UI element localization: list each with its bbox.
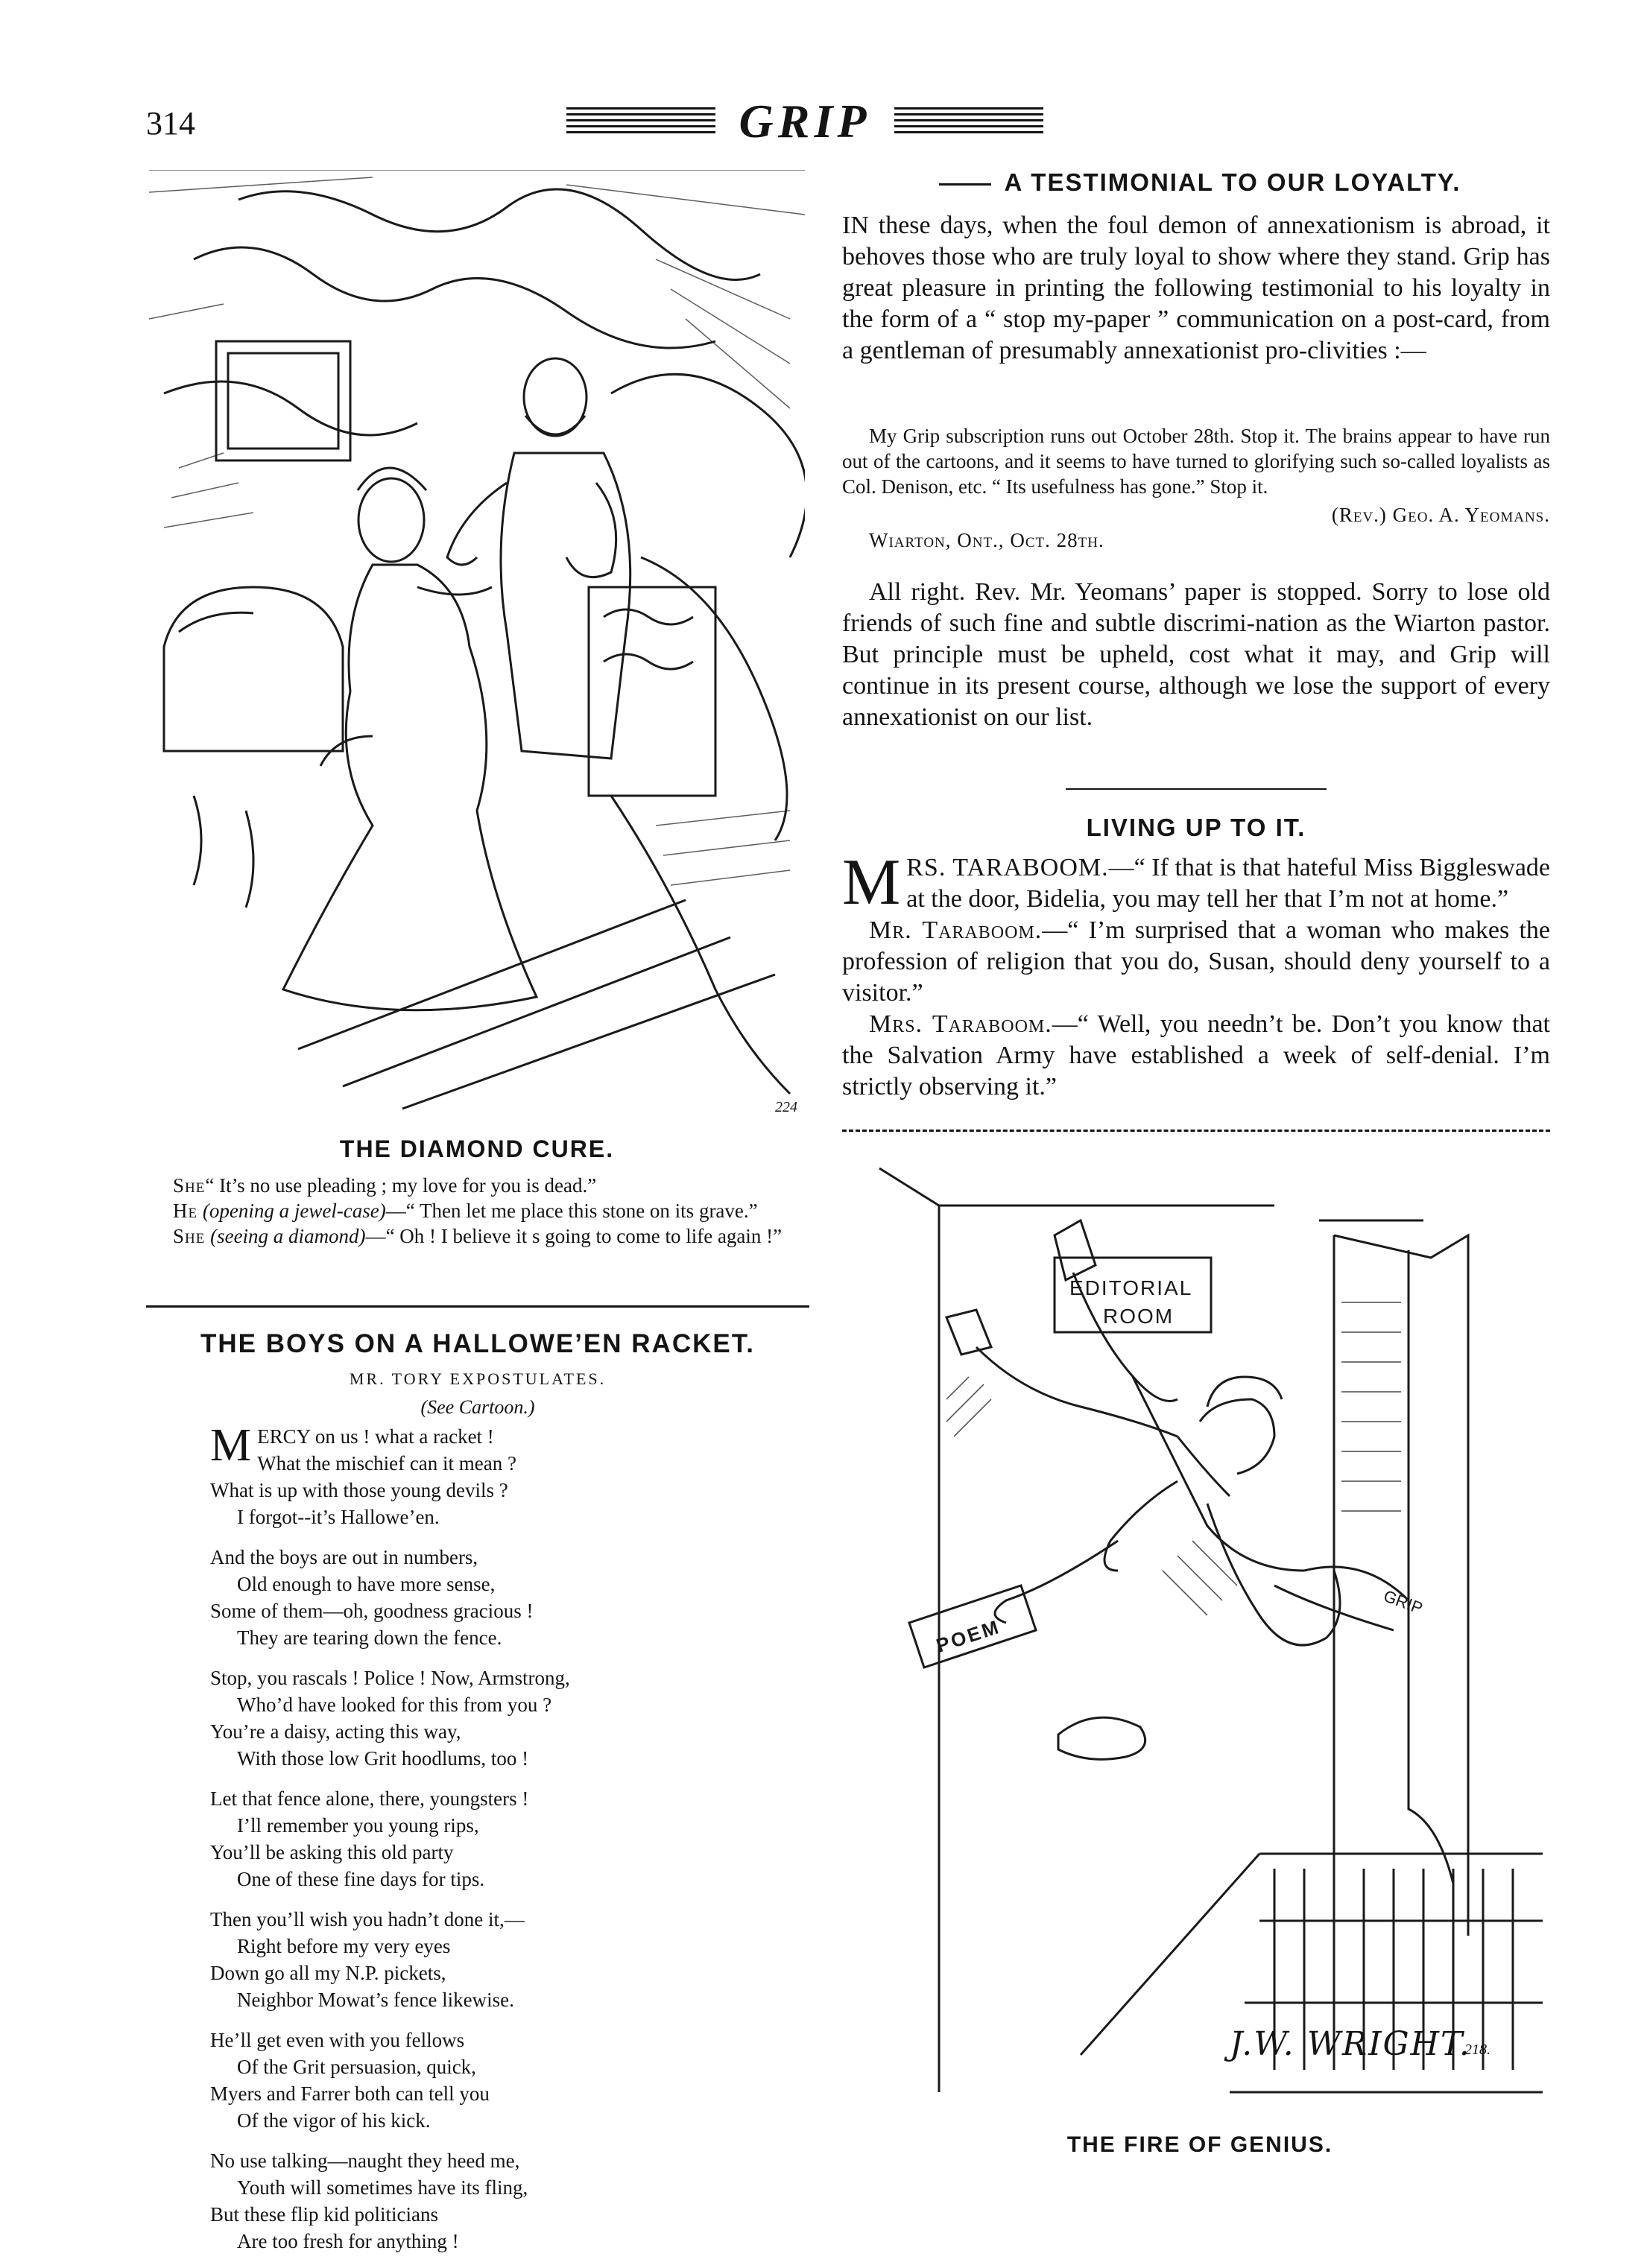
masthead-rules-left [566, 107, 715, 134]
poem-line: Down go all my N.P. pickets, [210, 1962, 446, 1984]
door-sign-line2: ROOM [1103, 1305, 1175, 1328]
paper-label: POEM [933, 1615, 1004, 1657]
fire-of-genius-caption: THE FIRE OF GENIUS. [1066, 2132, 1333, 2157]
poem-line: No use talking—naught they heed me, [210, 2150, 520, 2172]
poem-line: Who’d have looked for this from you ? [237, 1694, 552, 1716]
poem-line: Are too fresh for anything ! [237, 2230, 459, 2252]
poem-line: You’ll be asking this old party [210, 1841, 454, 1863]
fire-of-genius-illustration [857, 1153, 1543, 2122]
diamond-cure-title: THE DIAMOND CURE. [339, 1135, 615, 1162]
diamond-cure-dialogue [146, 1173, 809, 1249]
poem-line: MERCY on us ! what a racket ! [210, 1420, 494, 1471]
poem-line: Let that fence alone, there, youngsters ! [210, 1787, 529, 1810]
diamond-cure-line-she-2: She (seeing a diamond)—“ Oh ! I believe it s going to come to life again !” [173, 1225, 783, 1247]
poem-stanza-1 [210, 1420, 791, 1530]
poem-line: What the mischief can it mean ? [257, 1452, 516, 1474]
testimonial-place-date: Wiarton, Ont., Oct. 28th. [869, 529, 1104, 551]
divider-short [1066, 788, 1327, 790]
page-number: 314 [146, 105, 195, 142]
diamond-cure-line-he: He (opening a jewel-case)—“ Then let me place this stone on its grave.” [173, 1200, 758, 1222]
poem-line: But these flip kid politicians [210, 2203, 438, 2226]
living-up-para-2: Mr. Taraboom.—“ I’m surprised that a woman who makes the profession of religion that you do, Susan, should deny yourself to a visitor.” [842, 916, 1550, 1007]
diamond-cure-illustration [149, 170, 805, 1116]
masthead-title: GRIP [739, 95, 871, 148]
poem-stanza-7 [210, 2147, 791, 2255]
boot-label: GRIP [1381, 1586, 1426, 1618]
testimonial-reply: All right. Rev. Mr. Yeomans’ paper is stopped. Sorry to lose old friends of such fine and subtle discrimi-nation as the Wiarton pastor. But principle must be upheld, cost what it may, and Grip will continue in its present course, although we lose the support of every annexationist on our list. [842, 578, 1550, 731]
poem-line: Stop, you rascals ! Police ! Now, Armstrong, [210, 1667, 570, 1689]
title-ornament [939, 183, 991, 186]
poem-stanza-2 [210, 1544, 791, 1651]
poem-stanza-3 [210, 1664, 791, 1772]
testimonial-intro: IN these days, when the foul demon of annexationism is abroad, it behoves those who are truly loyal to show where they stand. Grip has great pleasure in printing the following testimonial to his loyalty in the form of a “ stop my-paper ” communication on a post-card, from a gentleman of presumably annexationist pro-clivities :— [842, 212, 1550, 364]
diamond-cure-drawing [149, 170, 805, 1116]
poem-stanza-6 [210, 2027, 791, 2134]
poem-line: I forgot--it’s Hallowe’en. [237, 1506, 440, 1528]
plate-number: 218. [1464, 2041, 1490, 2058]
poem-line: Right before my very eyes [237, 1935, 451, 1957]
door-sign-line1: EDITORIAL [1069, 1276, 1193, 1299]
testimonial-title: A TESTIMONIAL TO OUR LOYALTY. [842, 168, 1558, 197]
living-up-text [842, 846, 1550, 1103]
poem-line: He’ll get even with you fellows [210, 2029, 465, 2051]
living-up-title: LIVING UP TO IT. [1086, 814, 1306, 841]
masthead [566, 95, 1043, 148]
poem-line: With those low Grit hoodlums, too ! [237, 1747, 529, 1770]
poem-line: Myers and Farrer both can tell you [210, 2082, 490, 2105]
divider-right [842, 1130, 1550, 1132]
living-up-para-3: Mrs. Taraboom.—“ Well, you needn’t be. Don’t you know that the Salvation Army have established a week of self-denial. I’m strictly observing it.” [842, 1010, 1550, 1100]
poem-line: Of the Grit persuasion, quick, [237, 2056, 476, 2078]
poem-line: Old enough to have more sense, [237, 1573, 496, 1595]
diamond-cure-signature: 224 [775, 1099, 797, 1115]
poem-line: Youth will sometimes have its fling, [237, 2176, 528, 2199]
poem-line: Then you’ll wish you hadn’t done it,— [210, 1908, 525, 1930]
living-up-para-1: MRS. TARABOOM.—“ If that is that hateful Miss Biggleswade at the door, Bidelia, you may tell her that I’m not at home.” [842, 846, 1550, 919]
poem-line: Neighbor Mowat’s fence likewise. [237, 1989, 514, 2011]
testimonial-letter: My Grip subscription runs out October 28th. Stop it. The brains appear to have run out of the cartoons, and it seems to have turned to glorifying such so-called loyalists as Col. Denison, etc. “ Its usefulness has gone.” Stop it. (Rev.) Geo. A. Yeomans. Wiarton, Ont., Oct. 28th. [842, 425, 1550, 551]
poem-line: What is up with those young devils ? [210, 1479, 508, 1501]
artist-signature: J.W. WRIGHT. [1230, 2025, 1471, 2063]
hallowen-subtitle: MR. TORY EXPOSTULATES. [349, 1369, 607, 1388]
hallowen-poem [210, 1420, 791, 2268]
poem-line: You’re a daisy, acting this way, [210, 1720, 461, 1743]
poem-line: They are tearing down the fence. [237, 1626, 502, 1649]
poem-stanza-4 [210, 1785, 791, 1892]
hallowen-note: (See Cartoon.) [420, 1396, 535, 1418]
poem-line: Of the vigor of his kick. [237, 2109, 431, 2132]
poem-line: One of these fine days for tips. [237, 1868, 485, 1890]
poem-stanza-5 [210, 1906, 791, 2013]
poem-line: And the boys are out in numbers, [210, 1546, 478, 1568]
divider-left [146, 1305, 809, 1308]
hallowen-title: THE BOYS ON A HALLOWE’EN RACKET. [200, 1329, 755, 1358]
poem-line: I’ll remember you young rips, [237, 1814, 479, 1837]
fire-of-genius-drawing [857, 1153, 1543, 2122]
poem-line: Some of them—oh, goodness gracious ! [210, 1600, 534, 1622]
diamond-cure-line-she-1: She“ It’s no use pleading ; my love for you is dead.” [173, 1174, 597, 1197]
testimonial-signature: (Rev.) Geo. A. Yeomans. [1331, 504, 1550, 526]
masthead-rules-right [894, 107, 1043, 134]
